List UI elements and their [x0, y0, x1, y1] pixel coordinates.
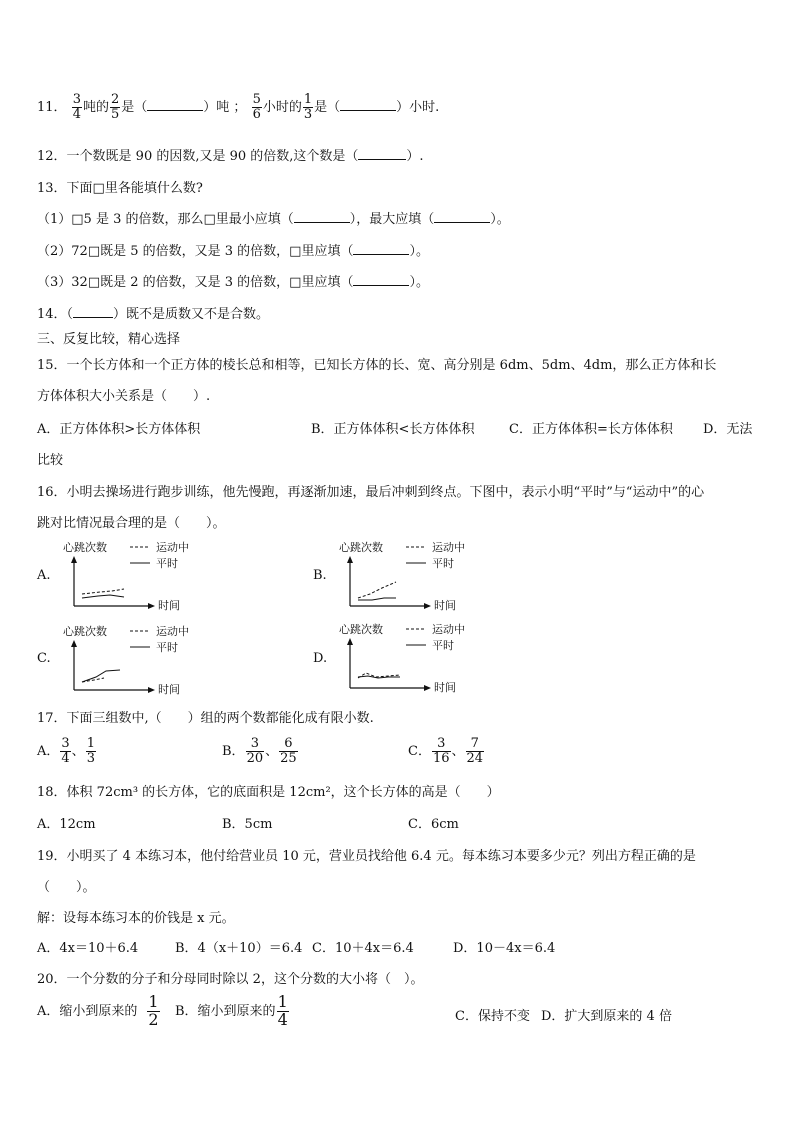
question-15-line2: 方体体积大小关系是（ ）. [37, 389, 211, 404]
fraction: $\frac{1}{3}$ [86, 736, 95, 766]
section-heading: 三、反复比较，精心选择 [37, 332, 181, 347]
option-c[interactable]: C．10＋4x＝6.4 [312, 941, 414, 956]
fraction: $\frac{3}{16}$ [432, 736, 450, 766]
answer-blank[interactable] [353, 242, 409, 255]
answer-blank[interactable] [358, 147, 406, 160]
option-a[interactable]: A．缩小到原来的 $\frac{1}{2}$ [37, 992, 159, 1029]
option-a[interactable]: A．12cm [37, 817, 96, 832]
option-d[interactable]: D．10－4x＝6.4 [453, 941, 556, 956]
legend-solid: 平时 [156, 557, 178, 570]
option-a[interactable]: A． $\frac{3}{4}$ 、 $\frac{1}{3}$ [37, 736, 95, 766]
fraction: $\frac{3}{4}$ [61, 736, 70, 766]
question-11: 11． $\frac{3}{4}$ 吨的 $\frac{2}{5}$ 是（ ）吨 ； $\frac{5}{6}$ 小时的 $\frac{1}{3}$ 是（ ）小时. [37, 92, 440, 122]
exercise-line [82, 589, 124, 594]
option-d-continued: 比较 [37, 453, 64, 468]
question-17: 17．下面三组数中,（ ）组的两个数都能化成有限小数. [37, 711, 374, 726]
fraction: $\frac{1}{4}$ [277, 992, 288, 1029]
option-a[interactable]: A．正方体体积>长方体体积 [37, 422, 201, 437]
x-axis-label: 时间 [434, 599, 456, 612]
fraction: $\frac{2}{5}$ [110, 92, 120, 122]
option-c[interactable]: C．保持不变 [455, 1009, 530, 1024]
x-axis-label: 时间 [434, 681, 456, 694]
question-16-line2: 跳对比情况最合理的是（ ）。 [37, 516, 226, 531]
normal-line [82, 595, 124, 598]
option-d[interactable]: D．无法 [703, 422, 753, 437]
q11-number: 11． [37, 100, 67, 115]
question-13-part2: （2）72□既是 5 的倍数，又是 3 的倍数，□里应填（ ）。 [37, 244, 429, 259]
question-13-title: 13．下面□里各能填什么数? [37, 181, 203, 196]
fraction: $\frac{6}{25}$ [280, 736, 297, 766]
normal-line [358, 598, 396, 600]
answer-blank[interactable] [340, 98, 396, 111]
fraction: $\frac{7}{24}$ [466, 736, 484, 766]
answer-blank[interactable] [294, 210, 350, 223]
y-axis-label: 心跳次数 [339, 541, 383, 554]
question-19-line2: （ ）。 [37, 880, 96, 895]
heart-rate-graph-b[interactable] [336, 538, 536, 613]
fraction: $\frac{1}{2}$ [148, 992, 159, 1029]
legend-solid: 平时 [432, 557, 454, 570]
question-12: 12．一个数既是 90 的因数,又是 90 的倍数,这个数是（ ）. [37, 149, 424, 164]
option-d[interactable]: D．扩大到原来的 4 倍 [541, 1009, 672, 1024]
heart-rate-graph-d[interactable] [336, 620, 536, 695]
question-13-part1: （1）□5 是 3 的倍数，那么□里最小应填（ ），最大应填（ ）。 [37, 212, 510, 227]
question-14: 14．（ ）既不是质数又不是合数。 [37, 307, 270, 322]
answer-blank[interactable] [73, 305, 113, 318]
option-b[interactable]: B．缩小到原来的 $\frac{1}{4}$ [175, 992, 288, 1029]
heart-rate-graph-c[interactable] [60, 622, 260, 697]
legend-dashed: 运动中 [432, 541, 465, 554]
x-axis-label: 时间 [158, 683, 180, 696]
option-d-label[interactable]: D. [313, 651, 328, 666]
option-b[interactable]: B．正方体体积<长方体体积 [311, 422, 475, 437]
fraction: $\frac{3}{20}$ [246, 736, 264, 766]
x-axis-label: 时间 [158, 599, 180, 612]
option-c-label[interactable]: C. [37, 651, 51, 666]
solution-setup: 解：设每本练习本的价钱是 x 元。 [37, 911, 235, 926]
option-c[interactable]: C．6cm [408, 817, 459, 832]
exercise-line [358, 582, 396, 598]
legend-solid: 平时 [156, 641, 178, 654]
heart-rate-graph-a[interactable] [60, 538, 260, 613]
answer-blank[interactable] [147, 98, 203, 111]
y-axis-label: 心跳次数 [339, 623, 383, 636]
y-axis-label: 心跳次数 [63, 625, 107, 638]
normal-line [82, 670, 120, 682]
question-19-line1: 19．小明买了 4 本练习本，他付给营业员 10 元，营业员找给他 6.4 元。每本练习本要多少元？列出方程正确的是 [37, 849, 696, 864]
question-16-line1: 16．小明去操场进行跑步训练，他先慢跑，再逐渐加速，最后冲刺到终点。下图中，表示小明“平时”与“运动中”的心 [37, 485, 705, 500]
option-b[interactable]: B． $\frac{3}{20}$ 、 $\frac{6}{25}$ [222, 736, 297, 766]
option-c[interactable]: C．正方体体积=长方体体积 [509, 422, 673, 437]
fraction: $\frac{5}{6}$ [252, 92, 261, 122]
legend-dashed: 运动中 [156, 541, 189, 554]
y-axis-label: 心跳次数 [63, 541, 107, 554]
question-15-line1: 15．一个长方体和一个正方体的棱长总和相等，已知长方体的长、宽、高分别是 6dm、5dm、4dm，那么正方体和长 [37, 358, 717, 373]
normal-line [358, 676, 400, 678]
option-b-label[interactable]: B. [313, 568, 327, 583]
question-13-part3: （3）32□既是 2 的倍数，又是 3 的倍数，□里应填（ ）。 [37, 275, 429, 290]
option-b[interactable]: B．4（x＋10）＝6.4 [175, 941, 303, 956]
legend-dashed: 运动中 [156, 625, 189, 638]
fraction: $\frac{3}{4}$ [72, 92, 81, 122]
option-a[interactable]: A．4x＝10＋6.4 [37, 941, 139, 956]
answer-blank[interactable] [434, 210, 490, 223]
legend-solid: 平时 [432, 639, 454, 652]
option-b[interactable]: B．5cm [222, 817, 273, 832]
legend-dashed: 运动中 [432, 623, 465, 636]
question-20: 20．一个分数的分子和分母同时除以 2，这个分数的大小将（ ）。 [37, 972, 424, 987]
answer-blank[interactable] [353, 273, 409, 286]
option-a-label[interactable]: A. [37, 568, 51, 583]
question-18: 18．体积 72cm³ 的长方体，它的底面积是 12cm²，这个长方体的高是（ ） [37, 785, 500, 800]
fraction: $\frac{1}{3}$ [303, 92, 313, 122]
option-c[interactable]: C． $\frac{3}{16}$ 、 $\frac{7}{24}$ [408, 736, 484, 766]
